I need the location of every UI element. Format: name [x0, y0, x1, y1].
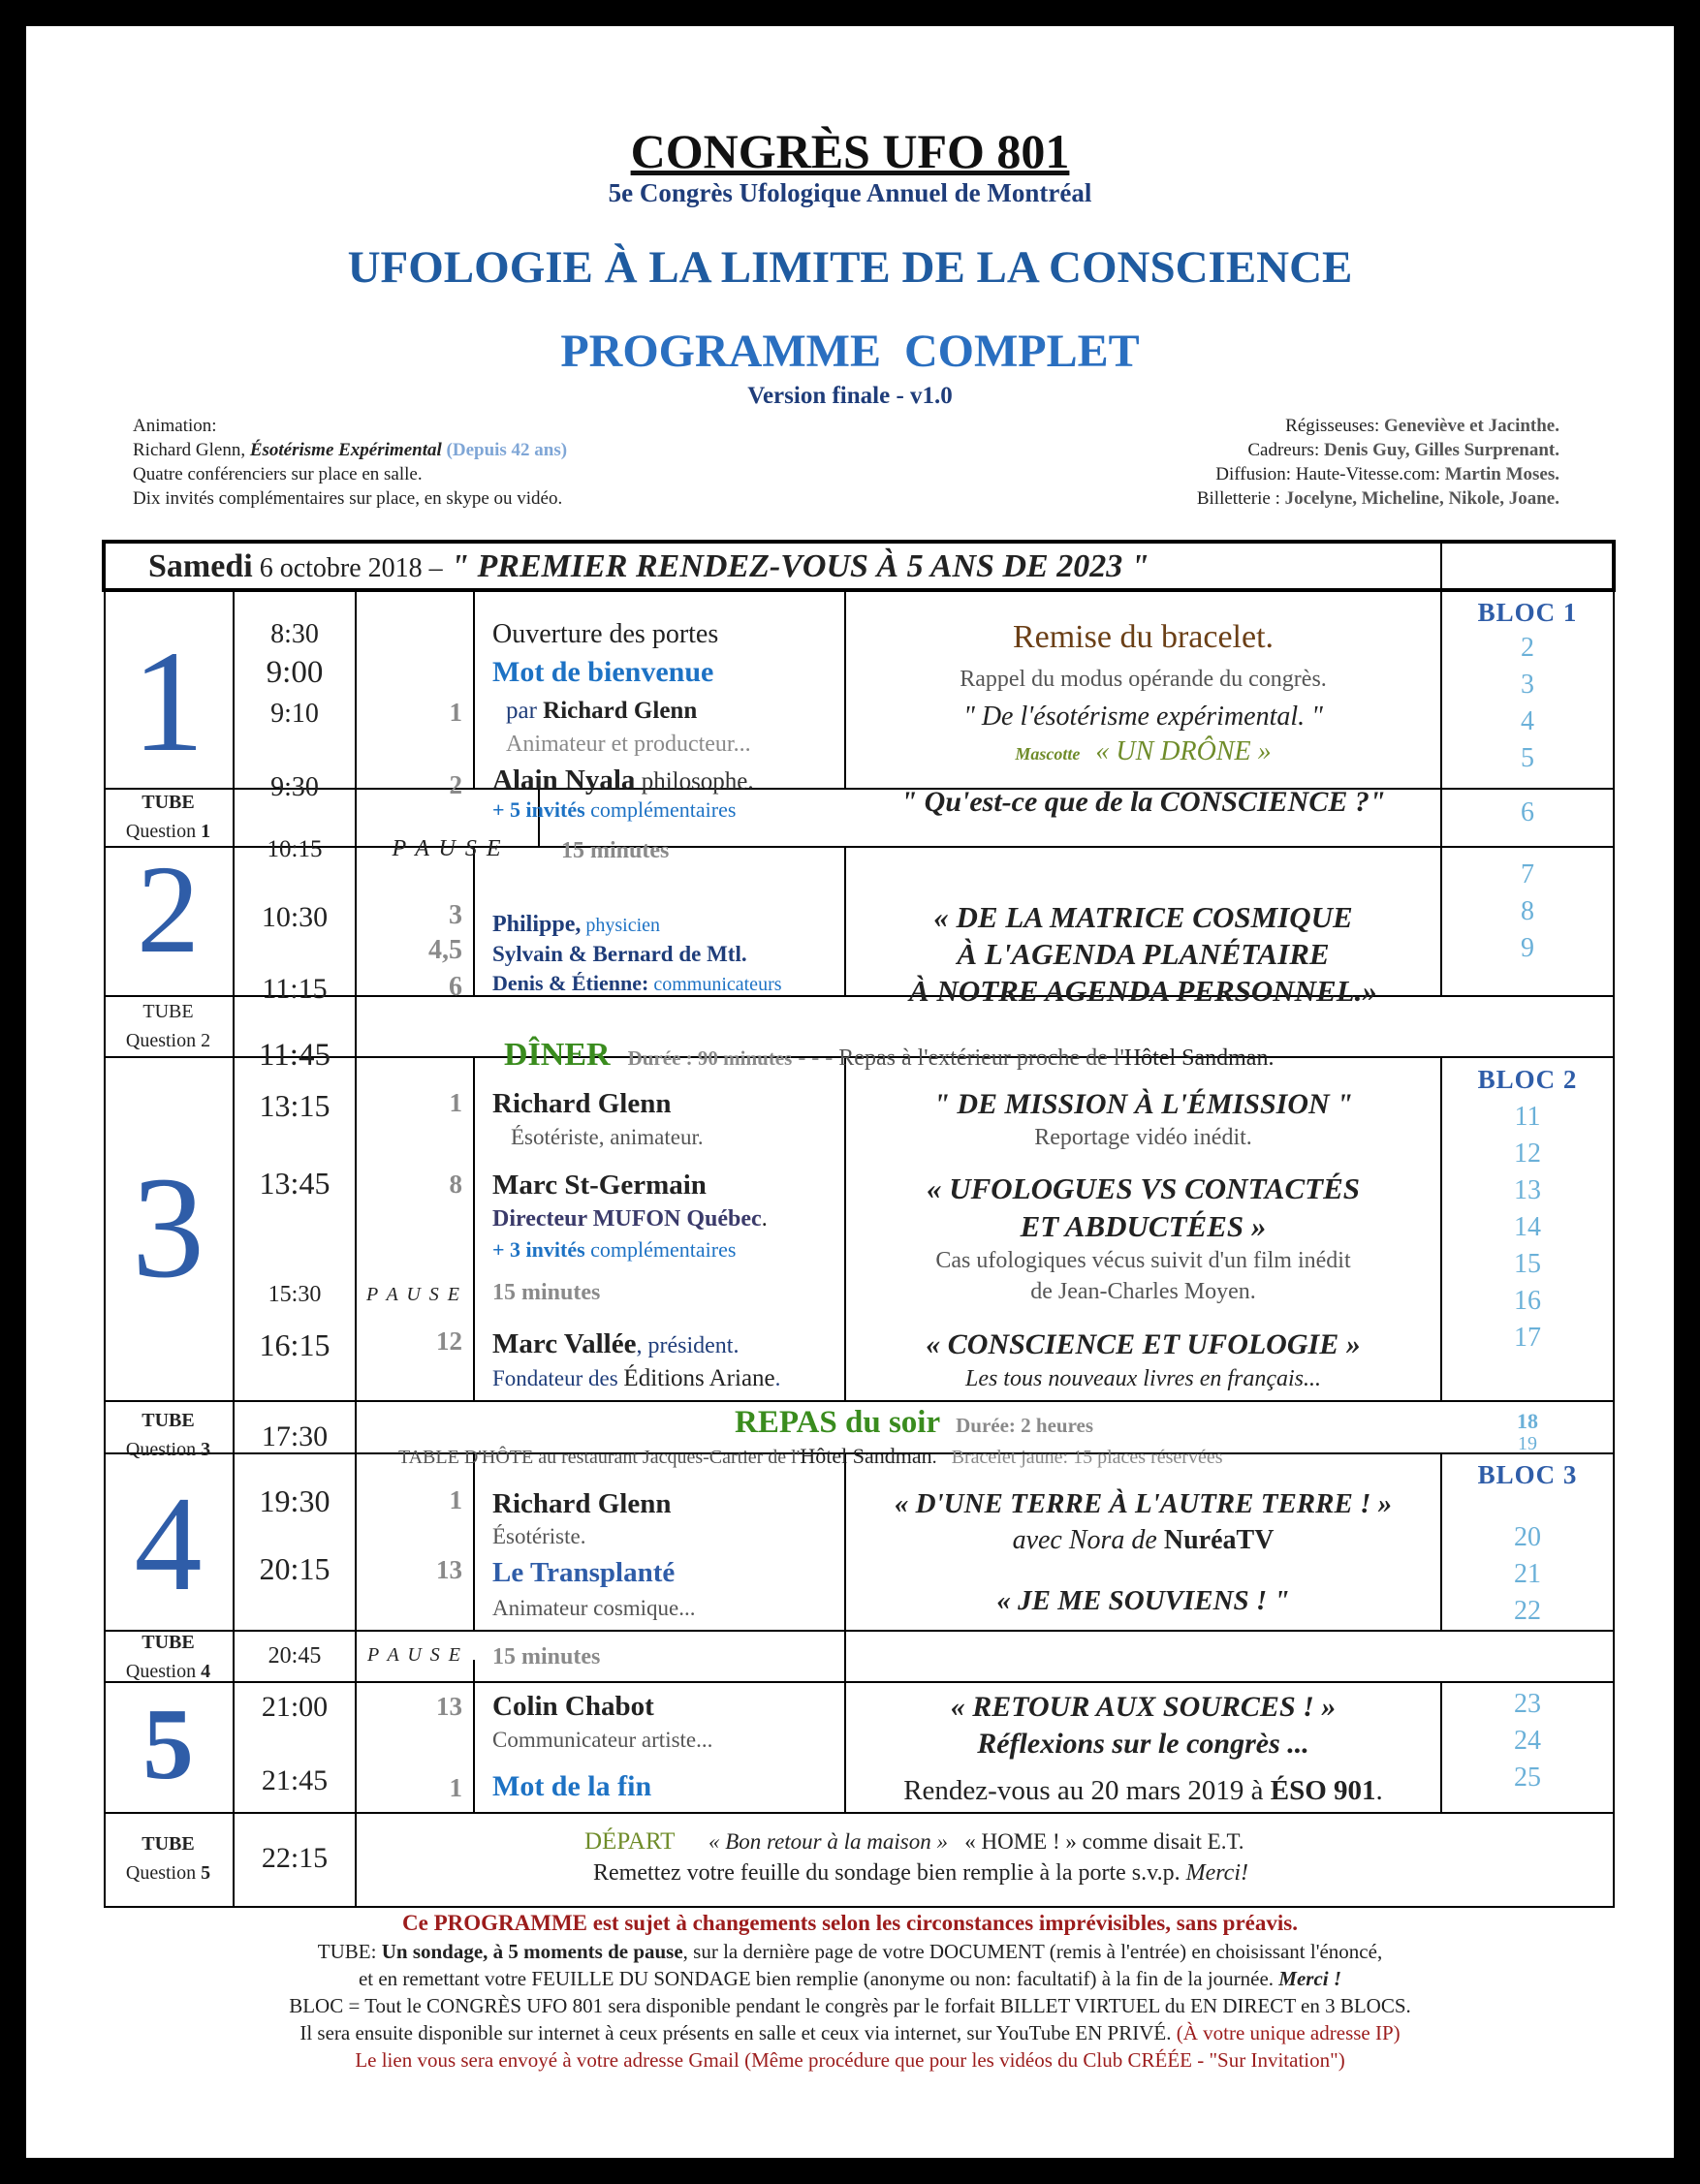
tube-label: TUBE: [142, 1001, 194, 1022]
guest-label: avec Nora de: [1012, 1525, 1164, 1555]
session-number-5: 5: [142, 1687, 194, 1800]
bloc-2-label: BLOC 2: [1477, 1065, 1578, 1094]
time: 13:45: [259, 1166, 331, 1201]
next-event-dot: .: [1375, 1775, 1383, 1806]
time: 10:30: [261, 901, 329, 933]
day-title: " PREMIER RENDEZ-VOUS À 5 ANS DE 2023 ": [442, 548, 1149, 584]
block-number: 16: [1514, 1286, 1541, 1316]
block-number: 14: [1514, 1212, 1541, 1242]
credit-billetterie: [1197, 486, 1559, 511]
speaker-name: Alain Nyala: [492, 764, 636, 796]
block-number: 4: [1521, 706, 1534, 736]
session-2-title-1: « DE LA MATRICE COSMIQUE: [933, 900, 1353, 934]
tube-1: [104, 788, 233, 846]
animator-name: Richard Glenn,: [133, 440, 250, 460]
footer-bloc-line-2: [26, 2021, 1674, 2045]
session-number-4: 4: [134, 1469, 203, 1619]
depart-instruction-text: Remettez votre feuille du sondage bien remplie à la porte s.v.p.: [593, 1860, 1186, 1886]
time: 13:15: [259, 1088, 331, 1123]
session-3-title-2b: ET ABDUCTÉES »: [1020, 1209, 1267, 1243]
session-3-title-1: " DE MISSION À L'ÉMISSION ": [933, 1088, 1353, 1120]
time: 8:30: [270, 619, 319, 649]
depart-time: 22:15: [261, 1842, 329, 1874]
invites-note: [492, 1237, 736, 1263]
hotel-name: Hôtel Sandman: [800, 1444, 932, 1468]
block-number: 17: [1514, 1323, 1541, 1353]
speaker-denis-etienne: [492, 971, 782, 996]
tube-label: TUBE: [142, 792, 195, 813]
footer-tube-text: , sur la dernière page de votre DOCUMENT (remis à l'entrée) en choisissant l'énoncé,: [682, 1940, 1383, 1963]
tube-3: [104, 1406, 233, 1464]
session-number-2: 2: [137, 840, 200, 980]
footer-bloc2-note: (À votre unique adresse IP): [1176, 2021, 1401, 2044]
speaker-name: Philippe,: [492, 912, 582, 937]
block-number: 7: [1521, 859, 1534, 889]
speaker-name: Le Transplanté: [492, 1557, 676, 1588]
animation-line3: Dix invités complémentaires sur place, en skype ou vidéo.: [133, 488, 563, 509]
speaker-role: Ésotériste, animateur.: [511, 1125, 704, 1149]
speaker-number: 3: [449, 900, 462, 930]
founder-label: Fondateur des: [492, 1366, 624, 1390]
founder-line: [492, 1365, 780, 1392]
speaker-alain: [492, 764, 754, 796]
page-subtitle: 5e Congrès Ufologique Annuel de Montréal: [608, 178, 1092, 207]
next-event: [846, 1775, 1440, 1807]
repas-time: 17:30: [261, 1420, 329, 1452]
tube-4: [104, 1628, 233, 1686]
time: 20:15: [259, 1551, 331, 1586]
day-date: 6 octobre 2018 –: [252, 553, 443, 583]
tube-5: [104, 1829, 233, 1888]
speaker-name: Colin Chabot: [492, 1691, 654, 1722]
depart-greeting: « Bon retour à la maison »: [708, 1829, 948, 1854]
block-number: 3: [1521, 670, 1534, 700]
tube-question: Question: [125, 821, 202, 842]
tube-2: [104, 997, 233, 1055]
block-number: 15: [1514, 1249, 1541, 1279]
credit-label: Billetterie :: [1196, 488, 1285, 509]
diner-duration: Durée : 90 minutes: [627, 1046, 793, 1070]
tube-label: TUBE: [142, 1632, 195, 1653]
speaker-number: 1: [449, 1773, 462, 1802]
speaker-number: 1: [449, 1485, 462, 1514]
footer-bloc2-text: Il sera ensuite disponible sur internet à ceux présents en salle et ceux via internet, sur YouTube EN PRIVÉ.: [299, 2021, 1177, 2044]
block-number: 8: [1521, 896, 1534, 926]
speaker-role: communicateurs: [648, 974, 782, 995]
credit-diffusion: [1197, 462, 1559, 486]
tube-question: Question 2: [125, 1030, 211, 1051]
time: 15:30: [268, 1282, 322, 1307]
animator-specialty: Ésotérisme Expérimental: [249, 440, 442, 460]
animator-note: (Depuis 42 ans): [441, 440, 568, 460]
footer-tube-label: TUBE:: [317, 1940, 382, 1963]
footer-warning: Ce PROGRAMME est sujet à changements selon les circonstances imprévisibles, sans préavis.: [402, 1911, 1298, 1935]
invites-count: + 3 invités: [492, 1237, 585, 1262]
founder-dot: .: [774, 1366, 781, 1390]
bracelet-reserved: Bracelet jaune: 15 places réservées: [951, 1447, 1223, 1468]
depart-instruction: [593, 1860, 1248, 1887]
speaker-name: Marc St-Germain: [492, 1170, 707, 1201]
credit-regisseuses: [1197, 414, 1559, 438]
drone-title: « UN DRÔNE »: [1095, 736, 1272, 766]
invites-count: + 5 invités: [492, 797, 585, 822]
tube-question: Question: [125, 1862, 202, 1884]
speaker-role: Communicateur artiste...: [492, 1728, 713, 1752]
bracelet-note: Remise du bracelet.: [1012, 619, 1275, 655]
bloc-1-label: BLOC 1: [1477, 598, 1578, 627]
footer-bloc-line: BLOC = Tout le CONGRÈS UFO 801 sera disponible pendant le congrès par le forfait BILLET VIRTUEL du EN DIRECT en 3 BLOCS.: [289, 1994, 1411, 2017]
speaker-role: philosophe.: [635, 768, 754, 795]
session-4-title-1: « D'UNE TERRE À L'AUTRE TERRE ! »: [894, 1488, 1393, 1519]
speaker-number: 2: [449, 770, 462, 799]
theme-heading: UFOLOGIE À LA LIMITE DE LA CONSCIENCE: [347, 242, 1353, 293]
diner-time: 11:45: [259, 1038, 331, 1073]
pause-3-label: P A U S E: [365, 1284, 461, 1305]
credit-label: Cadreurs:: [1247, 440, 1324, 460]
speaker-role: Directeur MUFON Québec: [492, 1206, 762, 1232]
credits-info: [1197, 414, 1559, 511]
animation-line2: Quatre conférenciers sur place en salle.: [133, 464, 423, 484]
session-4-guest: [846, 1525, 1440, 1556]
speaker-number: 6: [449, 972, 462, 1002]
time: 9:00: [266, 655, 324, 690]
block-number: 19: [1518, 1433, 1537, 1454]
pause-1-label: P A U S E: [392, 836, 503, 861]
host-role: Animateur et producteur...: [506, 732, 751, 757]
next-event-label: Rendez-vous au 20 mars 2019 à: [903, 1775, 1271, 1806]
animation-info: [133, 414, 567, 511]
depart-line: [584, 1828, 1244, 1856]
session-3-subtitle-2a: Cas ufologiques vécus suivit d'un film inédit: [935, 1248, 1351, 1273]
invites-label: complémentaires: [584, 1237, 737, 1262]
speaker-role: , président.: [636, 1333, 740, 1358]
footer-tube2-text: et en remettant votre FEUILLE DU SONDAGE bien remplie (anonyme ou non: facultatif) à la fin de la journée.: [358, 1967, 1279, 1990]
block-number: 21: [1514, 1559, 1541, 1589]
animation-line1: [133, 438, 567, 462]
pause-1-time: 10:15: [267, 836, 323, 862]
tube-question-number: 4: [201, 1661, 211, 1682]
pause-3-duration: 15 minutes: [492, 1280, 601, 1305]
mascotte-label: Mascotte: [1015, 744, 1081, 764]
credit-label: Diffusion: Haute-Vitesse.com:: [1215, 464, 1445, 484]
footer-link-line: Le lien vous sera envoyé à votre adresse Gmail (Même procédure que pour les vidéos du Club CRÉÉE - "Sur Invitation"): [355, 2048, 1345, 2072]
block-number: 23: [1514, 1689, 1541, 1719]
block-number: 22: [1514, 1596, 1541, 1626]
speaker-vallee: [492, 1328, 739, 1360]
block-number: 6: [1521, 797, 1534, 827]
credit-cadreurs: [1197, 438, 1559, 462]
repas-label: REPAS du soir: [735, 1405, 941, 1440]
session-number-1: 1: [132, 621, 205, 782]
mufon-line: [492, 1206, 768, 1232]
time: 19:30: [259, 1483, 331, 1518]
speaker-philippe: [492, 912, 660, 938]
footer-tube-bold: Un sondage, à 5 moments de pause: [381, 1940, 683, 1963]
depart-home: « HOME ! » comme disait E.T.: [964, 1829, 1244, 1854]
host-name: Richard Glenn: [543, 698, 698, 724]
invites-label: complémentaires: [584, 797, 737, 822]
par-label: par: [506, 698, 544, 724]
invites-note: [492, 797, 736, 823]
pause-4-label: P A U S E: [366, 1644, 462, 1666]
depart-thanks: Merci!: [1185, 1860, 1248, 1886]
speaker-number: 1: [449, 698, 462, 727]
credit-value: Martin Moses.: [1444, 464, 1559, 484]
tube-question-number: 5: [201, 1862, 211, 1884]
session-4-title-2: « JE ME SOUVIENS ! ": [996, 1585, 1290, 1616]
repas-dot: .: [931, 1447, 937, 1468]
animation-label: Animation:: [133, 416, 217, 436]
session-2-title-3: À NOTRE AGENDA PERSONNEL.»: [909, 974, 1377, 1008]
rappel-note: Rappel du modus opérande du congrès.: [960, 667, 1327, 692]
tube-question-number: 1: [201, 821, 211, 842]
diner-location: Repas à l'extérieur proche de l': [838, 1045, 1124, 1071]
speaker-role: physicien: [581, 915, 661, 936]
block-number: 25: [1514, 1763, 1541, 1793]
time: 11:15: [262, 973, 328, 1005]
speaker-number: 4,5: [428, 935, 462, 965]
block-number: 13: [1514, 1175, 1541, 1205]
tube-label: TUBE: [142, 1410, 195, 1431]
credit-value: Denis Guy, Gilles Surprenant.: [1323, 440, 1559, 460]
speaker-name: Marc Vallée: [492, 1328, 637, 1359]
doors-open: Ouverture des portes: [492, 619, 719, 649]
block-number: 18: [1517, 1409, 1538, 1433]
session-5-title-1: « RETOUR AUX SOURCES ! »: [950, 1691, 1337, 1723]
session-3-subtitle-1: Reportage vidéo inédit.: [1034, 1125, 1252, 1150]
footer-tube2-thanks: Merci !: [1278, 1967, 1342, 1990]
time: 16:15: [259, 1327, 331, 1362]
speaker-number: 8: [449, 1170, 462, 1199]
session-3-title-3: « CONSCIENCE ET UFOLOGIE »: [926, 1328, 1361, 1360]
footer-tube-line: [26, 1940, 1674, 1964]
speaker-role: Ésotériste.: [492, 1524, 586, 1548]
time: 21:00: [261, 1691, 329, 1723]
pause-4-time: 20:45: [268, 1643, 322, 1669]
role-dot: .: [761, 1206, 768, 1232]
time: 9:10: [270, 699, 319, 729]
block-number: 11: [1514, 1102, 1541, 1132]
speaker-number: 1: [449, 1088, 462, 1117]
diner-label: DÎNER: [504, 1037, 611, 1073]
program-page: [26, 26, 1674, 2158]
block-number: 2: [1521, 633, 1534, 663]
repas-location: TABLE D'HÔTE au restaurant Jacques-Cartier de l': [398, 1447, 801, 1468]
welcome-label: Mot de bienvenue: [492, 656, 714, 688]
speaker-role: Animateur cosmique...: [492, 1596, 696, 1620]
block-number: 24: [1514, 1726, 1541, 1756]
page-title: CONGRÈS UFO 801: [630, 124, 1070, 178]
session-number-3: 3: [132, 1147, 205, 1308]
speaker-number: 12: [436, 1326, 462, 1356]
time: 9:30: [270, 772, 319, 802]
diner-row: [504, 1037, 1274, 1074]
footer-tube-line-2: [26, 1967, 1674, 1991]
session-3-title-2a: « UFOLOGUES VS CONTACTÉS: [926, 1171, 1361, 1205]
diner-dashes: - - -: [792, 1045, 839, 1071]
speaker-name: Denis & Étienne:: [492, 971, 649, 995]
mascotte-line: [846, 736, 1440, 767]
depart-label: DÉPART: [584, 1828, 676, 1855]
block-number: 9: [1521, 933, 1534, 963]
speaker-name: Richard Glenn: [492, 1488, 672, 1519]
repas-duration: Durée: 2 heures: [956, 1414, 1094, 1437]
repas-details: [398, 1444, 1222, 1469]
version-label: Version finale - v1.0: [747, 383, 953, 409]
block-number: 20: [1514, 1522, 1541, 1552]
tube-question: Question: [125, 1661, 202, 1682]
speaker-number: 13: [436, 1555, 462, 1584]
speaker-name: Richard Glenn: [492, 1088, 672, 1119]
speaker-number: 13: [436, 1692, 462, 1721]
hotel-name: Hôtel Sandman: [1123, 1045, 1269, 1071]
publisher-name: Éditions Ariane: [623, 1365, 775, 1391]
repas-heading: [735, 1405, 1093, 1441]
credit-label: Régisseuses:: [1285, 416, 1385, 436]
welcome-by: [506, 698, 697, 725]
day-name: Samedi: [148, 548, 253, 584]
session-3-subtitle-3: Les tous nouveaux livres en français...: [964, 1366, 1322, 1391]
time: 21:45: [261, 1764, 329, 1796]
tube-question: Question: [125, 1439, 202, 1460]
conscience-title: " Qu'est-ce que de la CONSCIENCE ?": [900, 786, 1386, 818]
tube-question-number: 3: [201, 1439, 211, 1460]
pause-1-duration: 15 minutes: [561, 838, 670, 863]
block-number: 12: [1514, 1139, 1541, 1169]
programme-heading: PROGRAMME COMPLET: [560, 326, 1140, 377]
credit-value: Geneviève et Jacinthe.: [1384, 416, 1559, 436]
session-5-title-2: Réflexions sur le congrès ...: [977, 1728, 1309, 1760]
diner-dot: .: [1268, 1045, 1275, 1071]
bloc-3-label: BLOC 3: [1477, 1460, 1578, 1489]
day-header: [148, 546, 1149, 590]
pause-4-duration: 15 minutes: [492, 1644, 601, 1669]
session-3-subtitle-2b: de Jean-Charles Moyen.: [1030, 1279, 1256, 1304]
block-number: 5: [1521, 743, 1534, 773]
closing-label: Mot de la fin: [492, 1770, 652, 1802]
next-event-name: ÉSO 901: [1270, 1775, 1376, 1806]
credit-value: Jocelyne, Micheline, Nikole, Joane.: [1284, 488, 1559, 509]
tube-label: TUBE: [142, 1833, 195, 1855]
esoterisme-title: " De l'ésotérisme expérimental. ": [963, 702, 1323, 732]
speaker-sylvain-bernard: Sylvain & Bernard de Mtl.: [492, 942, 747, 966]
session-2-title-2: À L'AGENDA PLANÉTAIRE: [957, 937, 1330, 971]
guest-channel: NuréaTV: [1163, 1525, 1275, 1555]
